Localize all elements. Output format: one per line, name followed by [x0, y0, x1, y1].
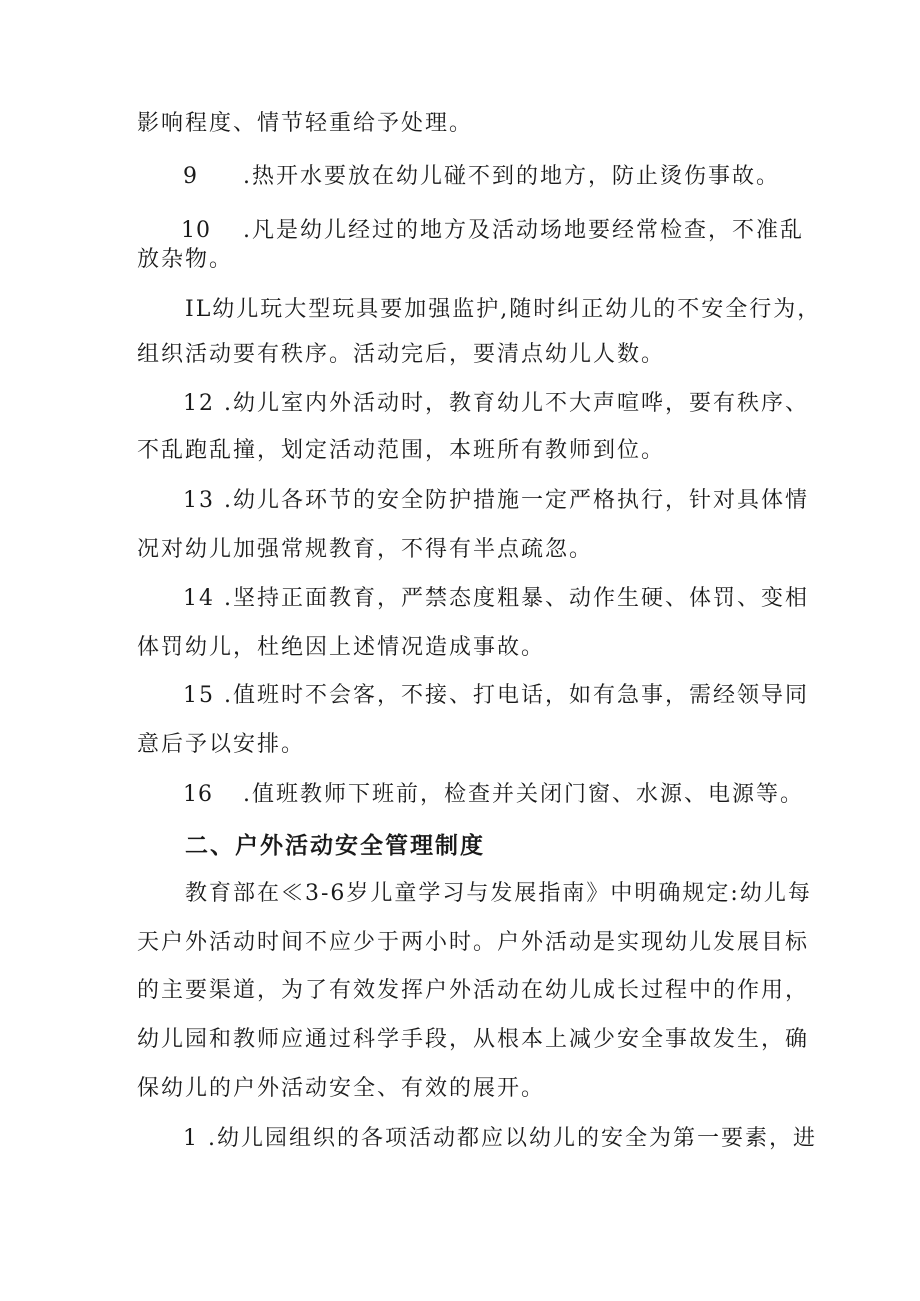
item-number: 9: [183, 164, 198, 189]
paragraph-line: 意后予以安排。: [137, 732, 306, 757]
paragraph-line: 体罚幼儿，杜绝因上述情况造成事故。: [137, 635, 546, 660]
paragraph-line: 13 .幼儿各环节的安全防护措施一定严格执行，针对具体情: [183, 488, 809, 513]
paragraph-line: 14 .坚持正面教育，严禁态度粗暴、动作生硬、体罚、变相: [183, 586, 809, 611]
paragraph-line: 幼儿园和教师应通过科学手段，从根本上减少安全事故发生，确: [137, 1027, 810, 1052]
paragraph-line: .热开水要放在幼儿碰不到的地方，防止烫伤事故。: [243, 164, 780, 189]
paragraph-line: 组织活动要有秩序。活动完后，要清点幼儿人数。: [137, 342, 666, 367]
paragraph-line: 天户外活动时间不应少于两小时。户外活动是实现幼儿发展目标: [137, 930, 810, 955]
paragraph-line: 15 .值班时不会客，不接、打电话，如有急事，需经领导同: [183, 683, 809, 708]
paragraph-line: 1 .幼儿园组织的各项活动都应以幼儿的安全为第一要素，进: [183, 1126, 817, 1151]
paragraph-line: 影响程度、情节轻重给予处理。: [137, 111, 474, 136]
item-number: 16: [183, 782, 213, 807]
paragraph-line: .值班教师下班前，检查并关闭门窗、水源、电源等。: [243, 782, 804, 807]
paragraph-line: 况对幼儿加强常规教育，不得有半点疏忽。: [137, 537, 594, 562]
paragraph-line: IL幼儿玩大型玩具要加强监护,随时纠正幼儿的不安全行为，: [185, 297, 822, 322]
paragraph-line: 不乱跑乱撞，划定活动范围，本班所有教师到位。: [137, 438, 666, 463]
paragraph-line: 的主要渠道，为了有效发挥户外活动在幼儿成长过程中的作用，: [137, 978, 810, 1003]
item-number: 10: [181, 218, 211, 243]
section-heading: 二、户外活动安全管理制度: [185, 833, 485, 859]
paragraph-line: 12 .幼儿室内外活动时，教育幼儿不大声喧哗，要有秩序、: [183, 391, 809, 416]
paragraph-line: .凡是幼儿经过的地方及活动场地要经常检查，不准乱: [243, 218, 804, 243]
paragraph-line: 放杂物。: [137, 247, 234, 272]
paragraph-line: 保幼儿的户外活动安全、有效的展开。: [137, 1076, 546, 1101]
paragraph-line: 教育部在≪3-6岁儿童学习与发展指南》中明确规定:幼儿每: [185, 881, 812, 906]
